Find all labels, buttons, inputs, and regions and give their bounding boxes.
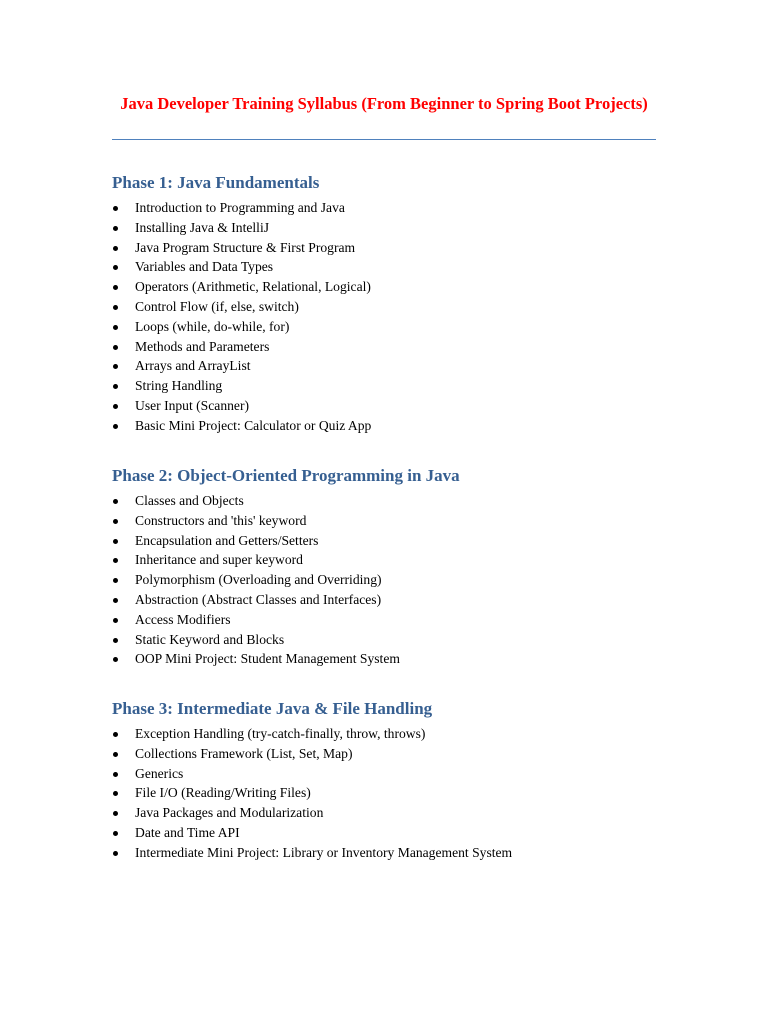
list-item: Java Program Structure & First Program [112,238,672,258]
list-item: Static Keyword and Blocks [112,630,672,650]
phase-3-list [112,724,672,863]
list-item: Polymorphism (Overloading and Overriding) [112,570,672,590]
phase-1-heading: Phase 1: Java Fundamentals [112,173,320,192]
list-item: Classes and Objects [112,491,672,511]
list-item: Loops (while, do-while, for) [112,317,672,337]
phase-1-section [112,172,672,436]
phase-3-heading: Phase 3: Intermediate Java & File Handling [112,699,433,718]
list-item: Java Packages and Modularization [112,803,672,823]
list-item: Inheritance and super keyword [112,550,672,570]
list-item: Constructors and 'this' keyword [112,511,672,531]
phase-2-list [112,491,672,669]
list-item: Operators (Arithmetic, Relational, Logical) [112,277,672,297]
phase-3-section [112,698,672,863]
list-item: Generics [112,764,672,784]
list-item: Encapsulation and Getters/Setters [112,531,672,551]
list-item: Variables and Data Types [112,257,672,277]
list-item: Introduction to Programming and Java [112,198,672,218]
phase-2-heading: Phase 2: Object-Oriented Programming in Java [112,466,460,485]
list-item: Abstraction (Abstract Classes and Interfaces) [112,590,672,610]
list-item: Access Modifiers [112,610,672,630]
list-item: Installing Java & IntelliJ [112,218,672,238]
list-item: Basic Mini Project: Calculator or Quiz App [112,416,672,436]
title-divider [112,139,656,140]
list-item: Arrays and ArrayList [112,356,672,376]
list-item: File I/O (Reading/Writing Files) [112,783,672,803]
list-item: OOP Mini Project: Student Management System [112,649,672,669]
list-item: Collections Framework (List, Set, Map) [112,744,672,764]
list-item: Control Flow (if, else, switch) [112,297,672,317]
document-title: Java Developer Training Syllabus (From Beginner to Spring Boot Projects) [120,94,648,113]
list-item: User Input (Scanner) [112,396,672,416]
list-item: Methods and Parameters [112,337,672,357]
phase-2-section [112,465,672,669]
list-item: Exception Handling (try-catch-finally, throw, throws) [112,724,672,744]
phase-1-list [112,198,672,436]
list-item: String Handling [112,376,672,396]
list-item: Date and Time API [112,823,672,843]
list-item: Intermediate Mini Project: Library or Inventory Management System [112,843,672,863]
